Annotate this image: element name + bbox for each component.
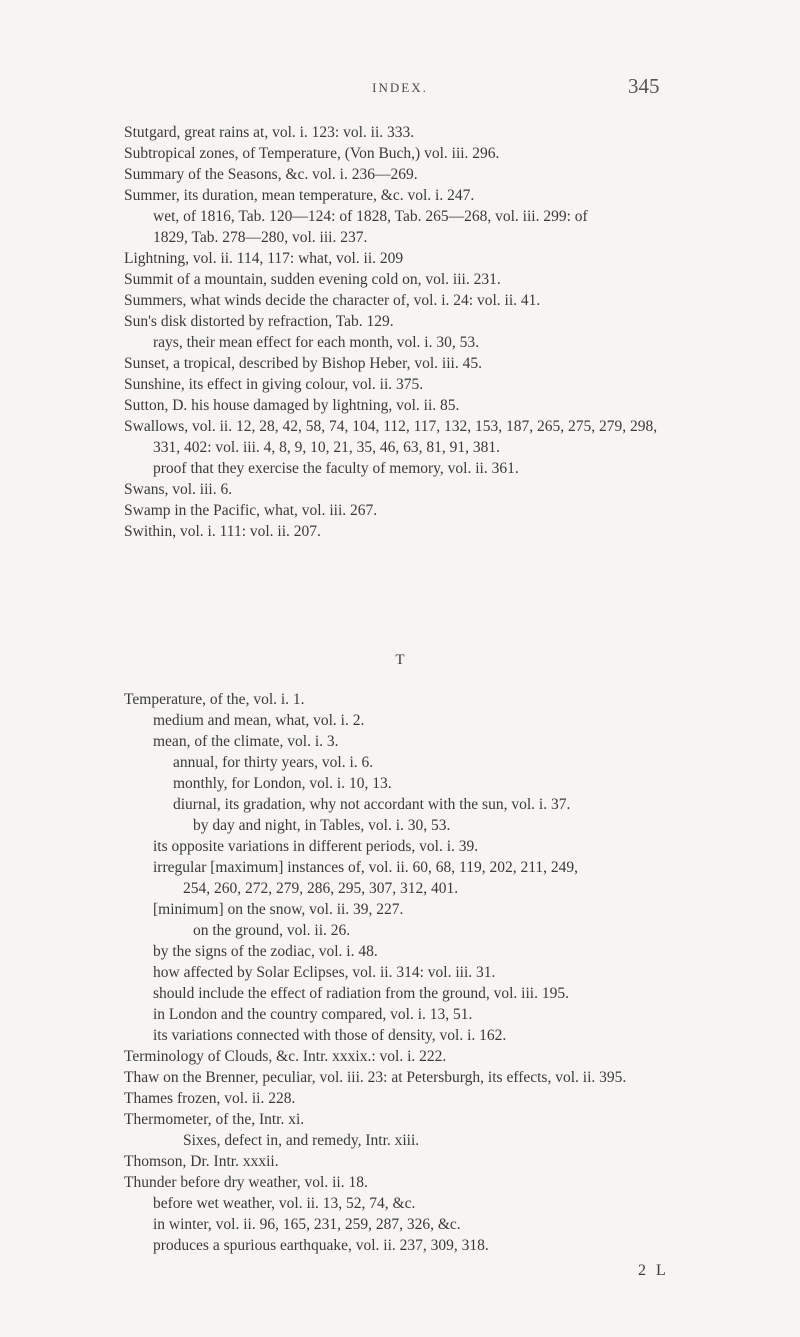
section-letter: T bbox=[395, 652, 405, 668]
index-subentry: by day and night, in Tables, vol. i. 30, 53. bbox=[193, 817, 451, 834]
index-subentry: 254, 260, 272, 279, 286, 295, 307, 312, 401. bbox=[183, 880, 459, 897]
page-number: 345 bbox=[628, 74, 660, 98]
index-subentry: in winter, vol. ii. 96, 165, 231, 259, 287, 326, &c. bbox=[153, 1216, 461, 1233]
index-subentry: before wet weather, vol. ii. 13, 52, 74, &c. bbox=[153, 1195, 416, 1212]
index-entry: Subtropical zones, of Temperature, (Von Buch,) vol. iii. 296. bbox=[124, 145, 500, 162]
index-subentry: its variations connected with those of density, vol. i. 162. bbox=[153, 1027, 507, 1044]
index-entry: Sun's disk distorted by refraction, Tab. 129. bbox=[124, 313, 394, 330]
index-subentry: irregular [maximum] instances of, vol. ii. 60, 68, 119, 202, 211, 249, bbox=[153, 859, 579, 876]
index-entry: Thames frozen, vol. ii. 228. bbox=[124, 1090, 296, 1107]
signature-mark: 2 L bbox=[638, 1262, 669, 1279]
index-subentry: diurnal, its gradation, why not accordant with the sun, vol. i. 37. bbox=[173, 796, 571, 813]
index-entry: Swans, vol. iii. 6. bbox=[124, 481, 233, 498]
index-subentry: in London and the country compared, vol. i. 13, 51. bbox=[153, 1006, 473, 1023]
index-subentry: proof that they exercise the faculty of memory, vol. ii. 361. bbox=[153, 460, 519, 477]
index-entry: Summit of a mountain, sudden evening cold on, vol. iii. 231. bbox=[124, 271, 501, 288]
index-subentry: [minimum] on the snow, vol. ii. 39, 227. bbox=[153, 901, 404, 918]
index-entry: Lightning, vol. ii. 114, 117: what, vol. ii. 209 bbox=[124, 250, 404, 267]
index-subentry: on the ground, vol. ii. 26. bbox=[193, 922, 351, 939]
index-subentry: monthly, for London, vol. i. 10, 13. bbox=[173, 775, 392, 792]
index-entry: Swallows, vol. ii. 12, 28, 42, 58, 74, 104, 112, 117, 132, 153, 187, 265, 275, 279, 298, bbox=[124, 418, 658, 435]
index-subentry: produces a spurious earthquake, vol. ii. 237, 309, 318. bbox=[153, 1237, 489, 1254]
index-subentry: by the signs of the zodiac, vol. i. 48. bbox=[153, 943, 378, 960]
index-entry: Sunset, a tropical, described by Bishop Heber, vol. iii. 45. bbox=[124, 355, 482, 372]
index-entry: Summers, what winds decide the character of, vol. i. 24: vol. ii. 41. bbox=[124, 292, 541, 309]
index-subentry: wet, of 1816, Tab. 120—124: of 1828, Tab. 265—268, vol. iii. 299: of bbox=[153, 208, 588, 225]
index-entry: Stutgard, great rains at, vol. i. 123: vol. ii. 333. bbox=[124, 124, 415, 141]
index-entry: Summer, its duration, mean temperature, &c. vol. i. 247. bbox=[124, 187, 475, 204]
index-entry: Summary of the Seasons, &c. vol. i. 236—269. bbox=[124, 166, 418, 183]
index-entry: Thomson, Dr. Intr. xxxii. bbox=[124, 1153, 279, 1170]
index-entry: Thermometer, of the, Intr. xi. bbox=[124, 1111, 305, 1128]
index-entry: Terminology of Clouds, &c. Intr. xxxix.: vol. i. 222. bbox=[124, 1048, 447, 1065]
running-head: INDEX. bbox=[372, 80, 428, 95]
index-subentry: rays, their mean effect for each month, vol. i. 30, 53. bbox=[153, 334, 479, 351]
index-entry: Temperature, of the, vol. i. 1. bbox=[124, 691, 305, 708]
index-subentry: annual, for thirty years, vol. i. 6. bbox=[173, 754, 374, 771]
index-subentry: medium and mean, what, vol. i. 2. bbox=[153, 712, 365, 729]
index-subentry: should include the effect of radiation from the ground, vol. iii. 195. bbox=[153, 985, 569, 1002]
index-subentry: how affected by Solar Eclipses, vol. ii. 314: vol. iii. 31. bbox=[153, 964, 496, 981]
index-entry: Swithin, vol. i. 111: vol. ii. 207. bbox=[124, 523, 321, 540]
index-subentry: 331, 402: vol. iii. 4, 8, 9, 10, 21, 35, 46, 63, 81, 91, 381. bbox=[153, 439, 501, 456]
index-subentry: mean, of the climate, vol. i. 3. bbox=[153, 733, 339, 750]
index-subentry: 1829, Tab. 278—280, vol. iii. 237. bbox=[153, 229, 368, 246]
index-entry: Thunder before dry weather, vol. ii. 18. bbox=[124, 1174, 368, 1191]
index-subentry: Sixes, defect in, and remedy, Intr. xiii. bbox=[183, 1132, 420, 1149]
index-entry: Sutton, D. his house damaged by lightning, vol. ii. 85. bbox=[124, 397, 460, 414]
index-subentry: its opposite variations in different periods, vol. i. 39. bbox=[153, 838, 479, 855]
index-entry: Swamp in the Pacific, what, vol. iii. 267. bbox=[124, 502, 378, 519]
index-entry: Sunshine, its effect in giving colour, vol. ii. 375. bbox=[124, 376, 424, 393]
index-entry: Thaw on the Brenner, peculiar, vol. iii. 23: at Petersburgh, its effects, vol. ii. 395. bbox=[124, 1069, 627, 1086]
